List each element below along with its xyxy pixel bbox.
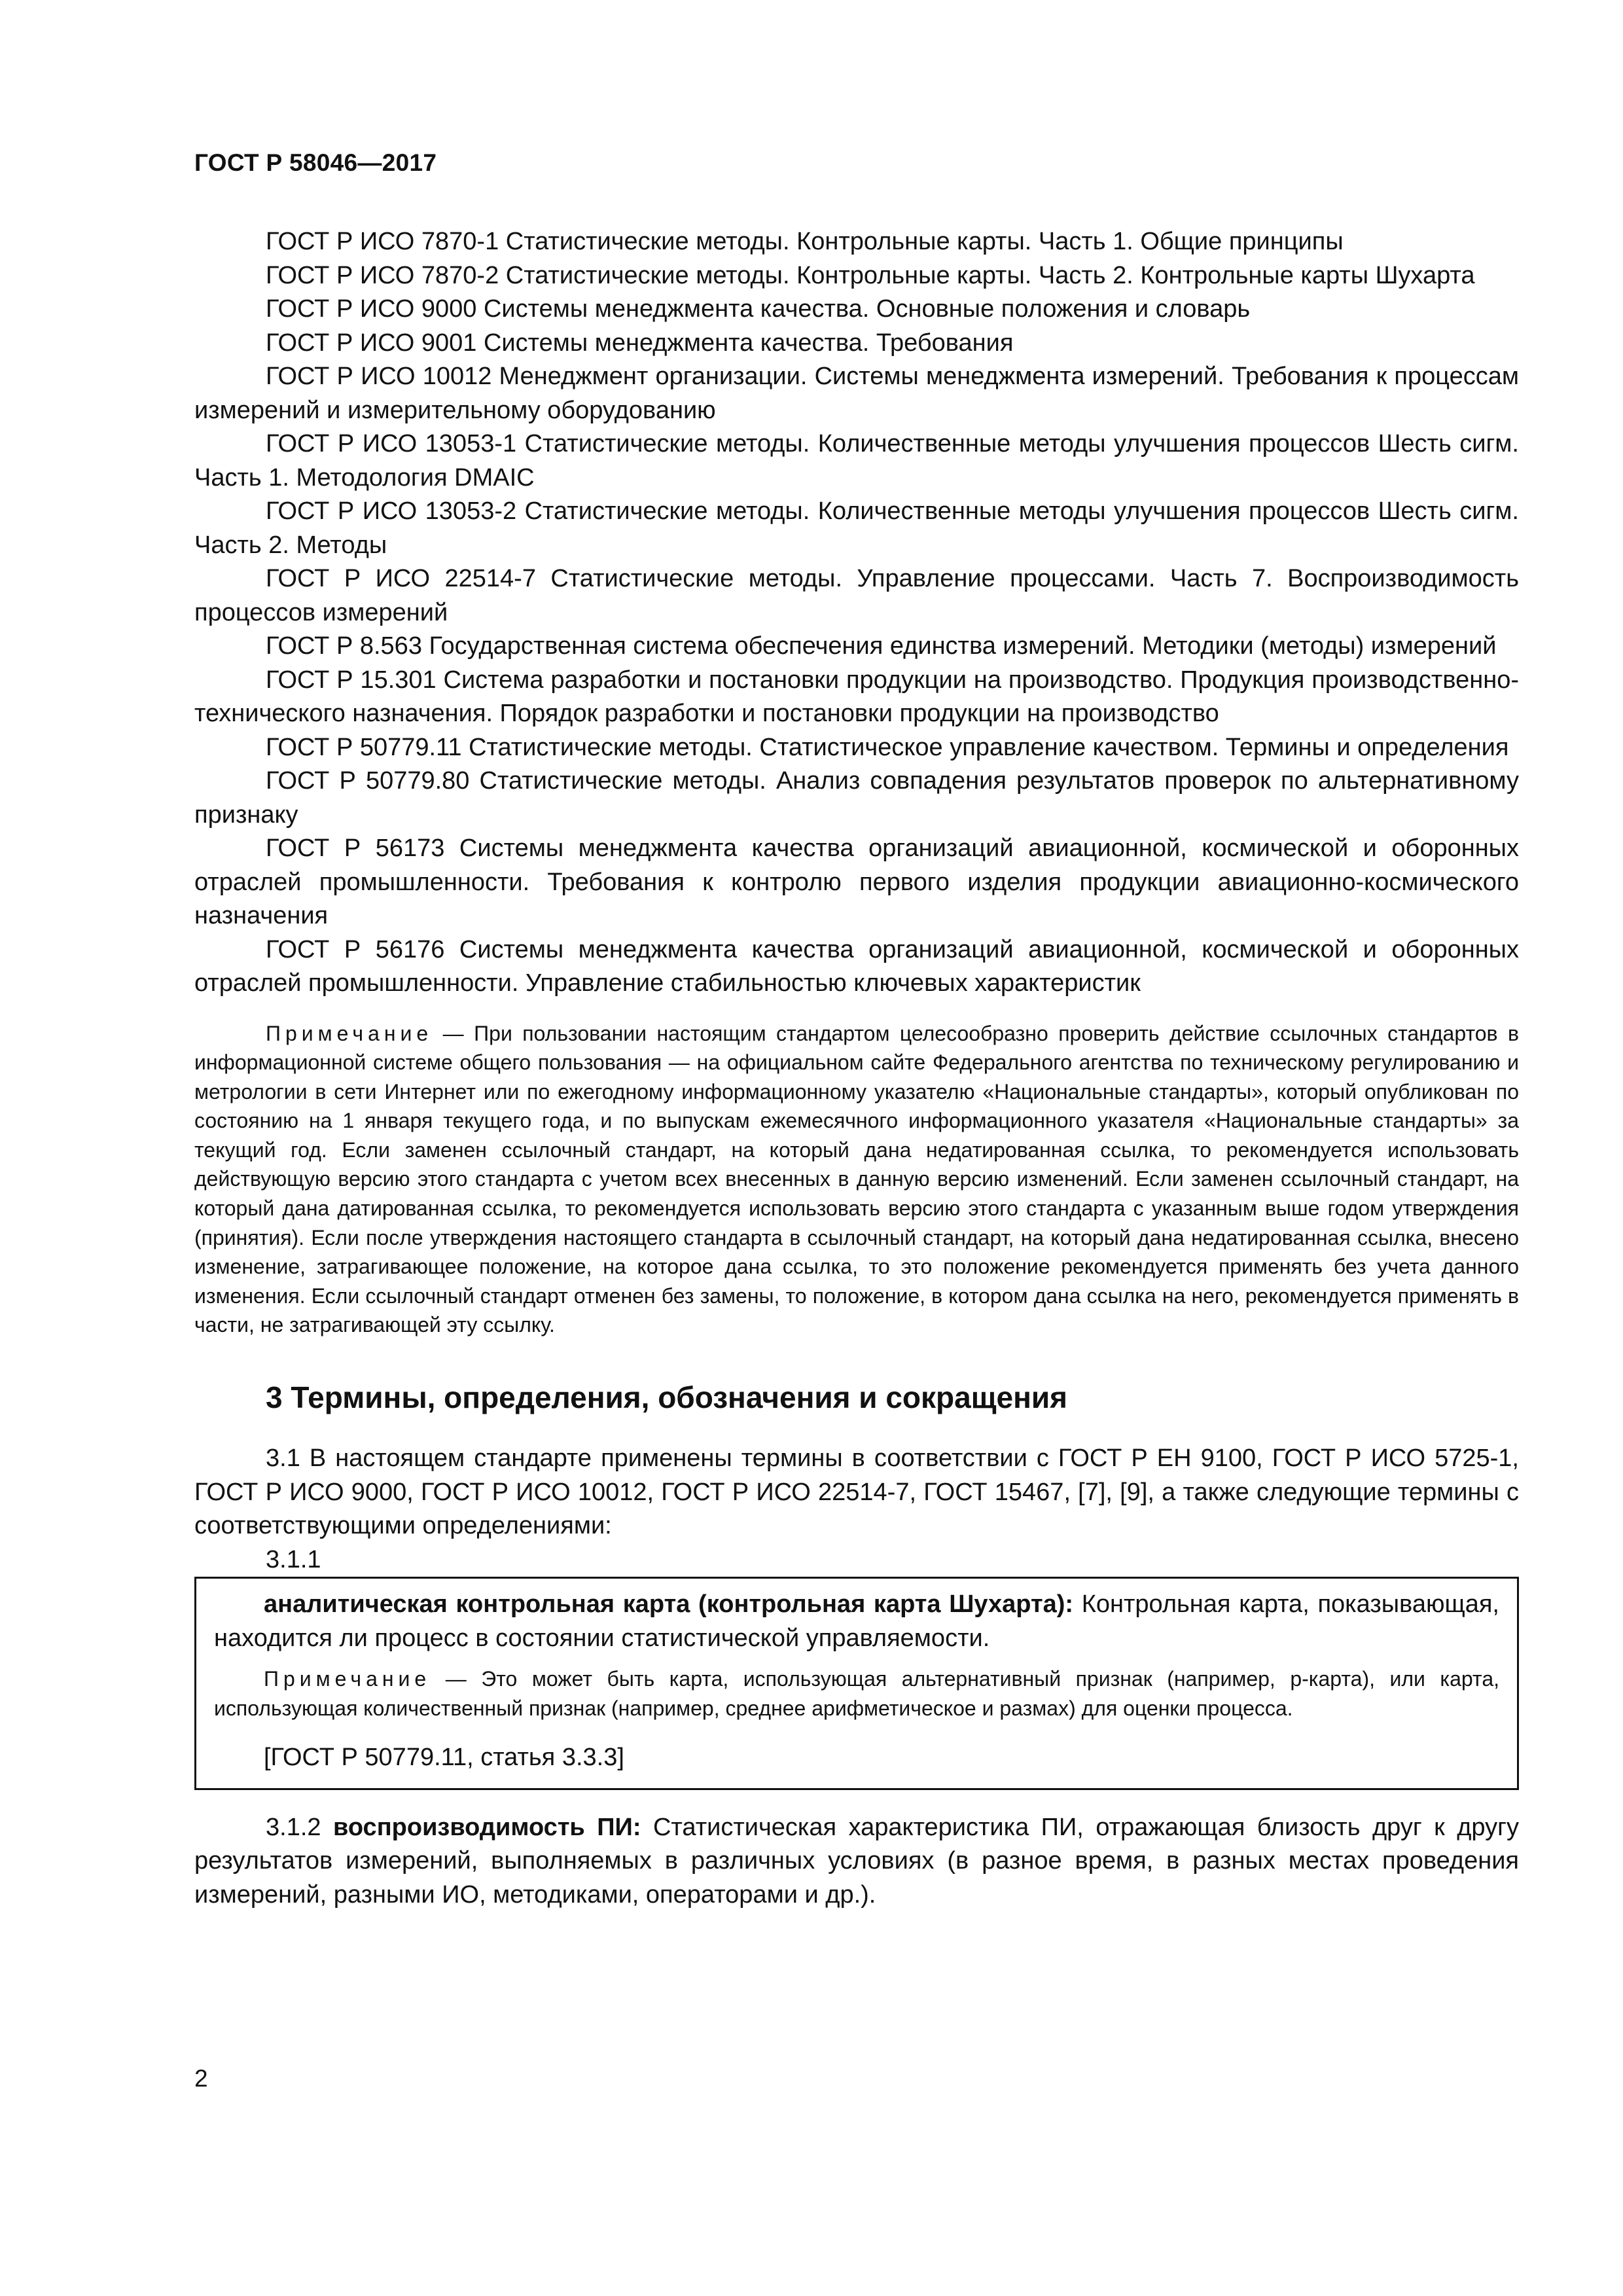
term-definition-text: Контрольная карта, показывающая, находится ли процесс в состоянии статистической управляемости. bbox=[214, 1590, 1499, 1652]
reference-item: ГОСТ Р ИСО 10012 Менеджмент организации. Системы менеджмента измерений. Требования к процессам измерений и измерительному оборудованию bbox=[194, 363, 1519, 424]
reference-item: ГОСТ Р 15.301 Система разработки и постановки продукции на производство. Продукция производственно-технического назначения. Порядок разработки и постановки продукции на производство bbox=[194, 666, 1519, 727]
reference-item: ГОСТ Р ИСО 22514-7 Статистические методы. Управление процессами. Часть 7. Воспроизводимость процессов измерений bbox=[194, 565, 1519, 626]
clause-3-1-2 bbox=[194, 1811, 1519, 1912]
page-number: 2 bbox=[194, 2065, 208, 2092]
reference-item: ГОСТ Р 56176 Системы менеджмента качества организаций авиационной, космической и оборонных отраслей промышленности. Управление стабильностью ключевых характеристик bbox=[194, 935, 1519, 997]
term-source: [ГОСТ Р 50779.11, статья 3.3.3] bbox=[264, 1744, 624, 1772]
reference-item: ГОСТ Р ИСО 9000 Системы менеджмента качества. Основные положения и словарь bbox=[266, 295, 1251, 323]
reference-item: ГОСТ Р ИСО 13053-1 Статистические методы. Количественные методы улучшения процессов Шесть сигм. Часть 1. Методология DMAIC bbox=[194, 430, 1519, 492]
term-number: 3.1.1 bbox=[266, 1545, 321, 1573]
section-title: 3 Термины, определения, обозначения и сокращения bbox=[266, 1380, 1067, 1415]
term-note bbox=[214, 1664, 1499, 1723]
clause-3-1: 3.1 В настоящем стандарте применены термины в соответствии с ГОСТ Р ЕН 9100, ГОСТ Р ИСО 5725-1, ГОСТ Р ИСО 9000, ГОСТ Р ИСО 10012, ГОСТ Р ИСО 22514-7, ГОСТ 15467, [7], [9], а также следующие термины с соответствующими определениями: bbox=[194, 1444, 1519, 1540]
references-note bbox=[194, 1019, 1519, 1340]
note-dash: — bbox=[433, 1021, 474, 1045]
term-note-dash: — bbox=[431, 1667, 482, 1691]
term-number: 3.1.2 bbox=[266, 1813, 321, 1841]
document-code-header: ГОСТ Р 58046—2017 bbox=[194, 149, 437, 176]
note-label: Примечание bbox=[266, 1021, 433, 1045]
term-note-label: Примечание bbox=[264, 1667, 431, 1691]
note-text: При пользовании настоящим стандартом целесообразно проверить действие ссылочных стандартов в информационной системе общего пользования — на официальном сайте Федерального агентства по техническому регулированию и метрологии в сети Интернет или по ежегодному информационному указателю «Национальные стандарты», который опубликован по состоянию на 1 января текущего года, и по выпускам ежемесячного информационного указателя «Национальные стандарты» за текущий год. Если заменен ссылочный стандарт, на который дана недатированная ссылка, то рекомендуется использовать действующую версию этого стандарта с учетом всех внесенных в данную версию изменений. Если заменен ссылочный стандарт, на который дана датированная ссылка, то рекомендуется использовать версию этого стандарта с указанным выше годом утверждения (принятия). Если после утверждения настоящего стандарта в ссылочный стандарт, на который дана недатированная ссылка, внесено изменение, затрагивающее положение, на которое дана ссылка, то это положение рекомендуется применять без учета данного изменения. Если ссылочный стандарт отменен без замены, то положение, в котором дана ссылка на него, рекомендуется применять в части, не затрагивающей эту ссылку. bbox=[194, 1021, 1520, 1337]
reference-item: ГОСТ Р ИСО 13053-2 Статистические методы. Количественные методы улучшения процессов Шесть сигм. Часть 2. Методы bbox=[194, 497, 1519, 559]
reference-item: ГОСТ Р ИСО 9001 Системы менеджмента качества. Требования bbox=[266, 329, 1014, 357]
reference-item: ГОСТ Р 50779.11 Статистические методы. Статистическое управление качеством. Термины и определения bbox=[266, 733, 1509, 761]
term-note-text: Это может быть карта, использующая альтернативный признак (например, р-карта), или карта, использующая количественный признак (например, среднее арифметическое и размах) для оценки процесса. bbox=[214, 1667, 1499, 1720]
term-name: воспроизводимость ПИ: bbox=[332, 1813, 641, 1841]
page-content bbox=[194, 225, 1519, 1912]
reference-item: ГОСТ Р 8.563 Государственная система обеспечения единства измерений. Методики (методы) измерений bbox=[266, 632, 1497, 660]
reference-item: ГОСТ Р ИСО 7870-1 Статистические методы. Контрольные карты. Часть 1. Общие принципы bbox=[266, 228, 1344, 255]
reference-item: ГОСТ Р ИСО 7870-2 Статистические методы. Контрольные карты. Часть 2. Контрольные карты Шухарта bbox=[266, 261, 1475, 289]
reference-item: ГОСТ Р 50779.80 Статистические методы. Анализ совпадения результатов проверок по альтернативному признаку bbox=[194, 767, 1519, 829]
reference-item: ГОСТ Р 56173 Системы менеджмента качества организаций авиационной, космической и оборонных отраслей промышленности. Требования к контролю первого изделия продукции авиационно-космического назначения bbox=[194, 834, 1519, 929]
term-definition-box bbox=[194, 1577, 1519, 1790]
term-name: аналитическая контрольная карта (контрольная карта Шухарта): bbox=[264, 1590, 1074, 1619]
term-definition bbox=[214, 1588, 1499, 1655]
term-definition-text: Статистическая характеристика ПИ, отражающая близость друг к другу результатов измерений, выполняемых в различных условиях (в разное время, в разных местах проведения измерений, разными ИО, методиками, операторами и др.). bbox=[194, 1813, 1519, 1909]
normative-references-list bbox=[194, 225, 1519, 1001]
